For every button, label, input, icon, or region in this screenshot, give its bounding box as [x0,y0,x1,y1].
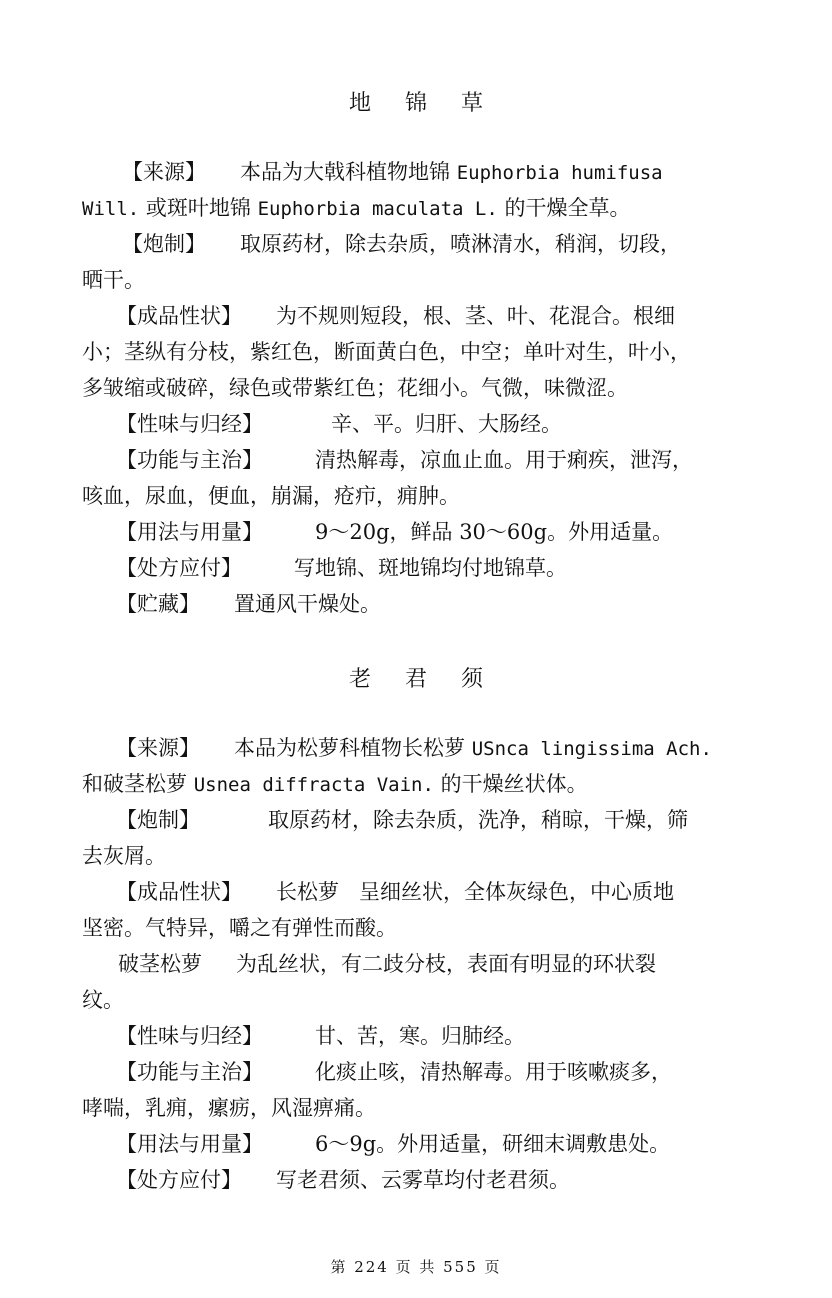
function-text: 清热解毒，凉血止血。用于痢疾，泄泻， [315,448,693,472]
storage-tag: 【贮藏】 [116,592,200,616]
paragraph-source-cont [82,769,762,800]
paragraph-taste [82,409,796,439]
usage-tag: 【用法与用量】 [116,1132,263,1156]
function-text: 化痰止咳，清热解毒。用于咳嗽痰多， [315,1060,672,1084]
source-text: 的干燥丝状体。 [440,772,588,796]
paragraph-processing-cont: 晒干。 [82,268,145,292]
taste-text: 甘、苦，寒。归肺经。 [315,1024,525,1048]
source-text: 本品为松萝科植物长松萝 [234,736,465,760]
processing-tag: 【炮制】 [122,232,206,256]
characteristics-text: 为乱丝状，有二歧分枝，表面有明显的环状裂 [236,952,656,976]
paragraph-function-cont: 咳血，尿血，便血，崩漏，疮疖，痈肿。 [82,484,460,508]
storage-text: 置通风干燥处。 [234,592,381,616]
characteristics-text: 为不规则短段，根、茎、叶、花混合。根细 [276,304,675,328]
characteristics-text: 呈细丝状，全体灰绿色，中心质地 [359,880,674,904]
paragraph-usage [82,517,796,547]
processing-text: 取原药材，除去杂质，洗净，稍晾，干燥，筛 [268,808,688,832]
paragraph-storage [82,589,796,619]
usage-text: 9～20g，鲜品 30～60g。外用适量。 [315,520,674,544]
paragraph-processing [82,229,802,259]
taste-tag: 【性味与归经】 [116,412,263,436]
usage-tag: 【用法与用量】 [116,520,263,544]
paragraph-characteristics-cont: 多皱缩或破碎，绿色或带紫红色；花细小。气微，味微涩。 [82,376,628,400]
prescription-text: 写老君须、云雾草均付老君须。 [276,1168,570,1192]
paragraph-prescription [82,553,796,583]
processing-text: 取原药材，除去杂质，喷淋清水，稍润，切段， [240,232,681,256]
source-tag: 【来源】 [116,736,200,760]
function-tag: 【功能与主治】 [116,1060,263,1084]
paragraph-characteristics [82,301,796,331]
latin-name: Euphorbia maculata L. [257,198,498,220]
usage-text: 6～9g。外用适量，研细末调敷患处。 [315,1132,671,1156]
characteristics-subject: 长松萝 [276,880,339,904]
prescription-tag: 【处方应付】 [116,556,242,580]
paragraph-processing [82,805,796,835]
latin-name: USnca lingissima Ach. [471,738,712,760]
paragraph-characteristics-cont: 小；茎纵有分枝，紫红色，断面黄白色，中空；单叶对生，叶小， [82,340,691,364]
characteristics-tag: 【成品性状】 [116,880,242,904]
page-number-footer: 第 224 页 共 555 页 [330,1258,502,1276]
paragraph-function-cont: 哮喘，乳痈，瘰疬，风湿痹痛。 [82,1096,376,1120]
paragraph-characteristics-cont: 纹。 [82,988,124,1012]
paragraph-source-cont [82,193,762,224]
source-tag: 【来源】 [122,160,206,184]
source-text: 的干燥全草。 [504,196,631,220]
source-text: 本品为大戟科植物地锦 [240,160,450,184]
function-tag: 【功能与主治】 [116,448,263,472]
paragraph-function [82,1057,796,1087]
paragraph-prescription [82,1165,796,1195]
paragraph-processing-cont: 去灰屑。 [82,844,166,868]
latin-name: Usnea diffracta Vain. [193,774,434,796]
paragraph-source [82,733,796,764]
characteristics-tag: 【成品性状】 [116,304,242,328]
prescription-tag: 【处方应付】 [116,1168,242,1192]
paragraph-taste [82,1021,796,1051]
paragraph-characteristics [82,877,796,907]
taste-tag: 【性味与归经】 [116,1024,263,1048]
paragraph-characteristics-cont: 坚密。气特异，嚼之有弹性而酸。 [82,916,397,940]
paragraph-source [82,157,802,188]
paragraph-function [82,445,796,475]
characteristics-subject: 破茎松萝 [118,952,202,976]
taste-text: 辛、平。归肝、大肠经。 [331,412,562,436]
processing-tag: 【炮制】 [116,808,200,832]
prescription-text: 写地锦、斑地锦均付地锦草。 [294,556,567,580]
paragraph-usage [82,1129,796,1159]
latin-name: Will. [82,198,140,220]
source-text: 和破茎松萝 [82,772,187,796]
paragraph-characteristics-sub [82,949,798,979]
latin-name: Euphorbia humifusa [456,162,663,184]
section-title-dijincao: 地锦草 [348,91,517,116]
section-title-laojunxu: 老君须 [348,667,517,692]
source-text: 或斑叶地锦 [145,196,251,220]
